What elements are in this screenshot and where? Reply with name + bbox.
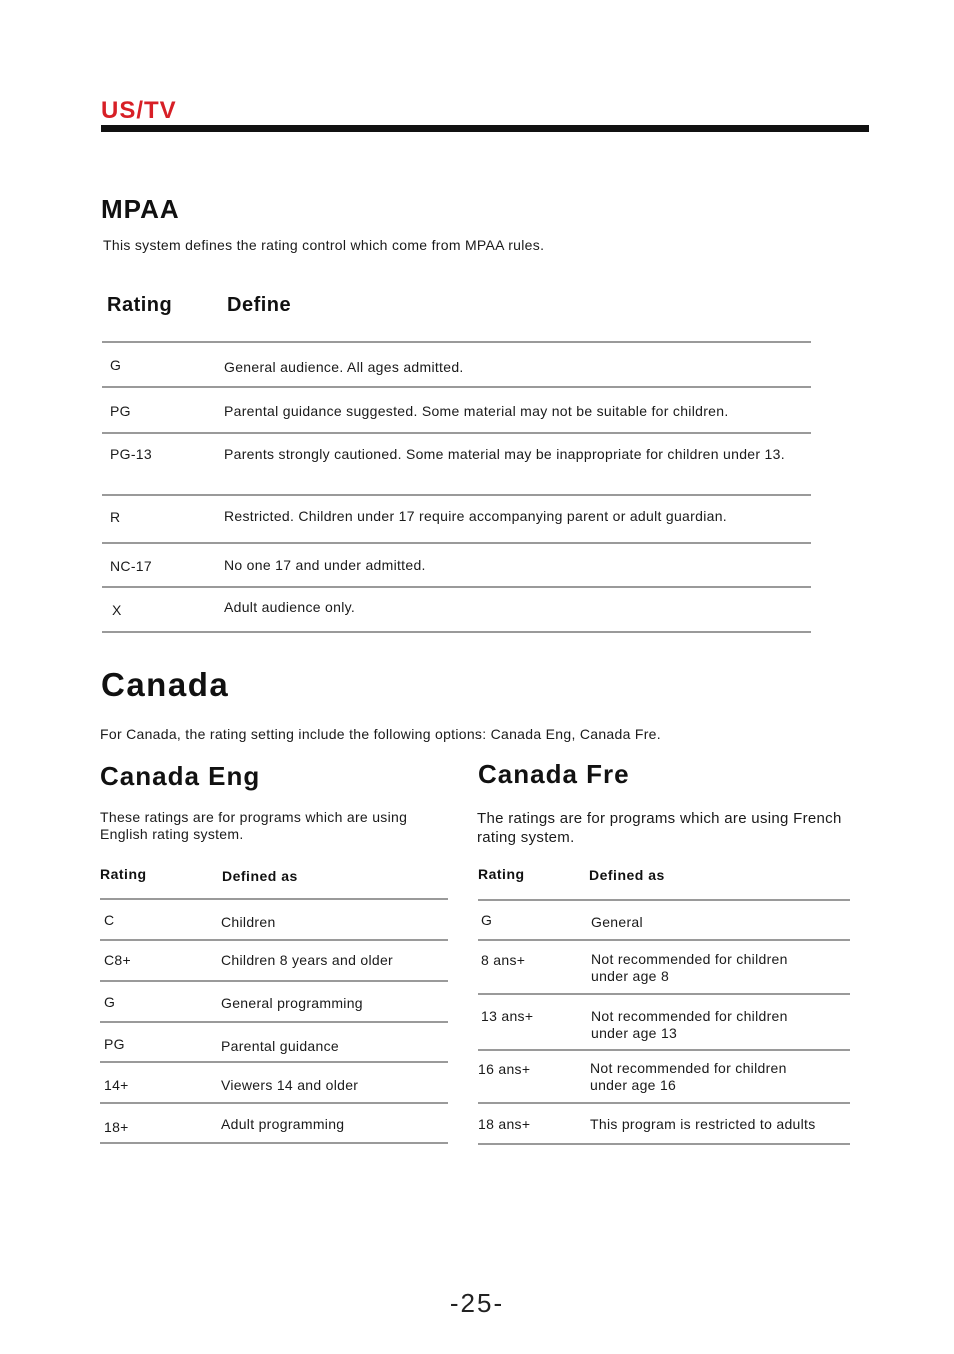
- canada-eng-rating-cell: C: [104, 912, 115, 928]
- section-header-title: US/TV: [101, 97, 177, 124]
- table-rule: [478, 1143, 850, 1145]
- canada-eng-define-cell: Parental guidance: [221, 1038, 339, 1054]
- mpaa-define-cell: Adult audience only.: [224, 599, 356, 615]
- table-rule: [102, 341, 811, 343]
- mpaa-rating-cell: R: [110, 509, 121, 525]
- table-rule: [102, 631, 811, 633]
- canada-fre-rating-cell: G: [481, 912, 493, 928]
- table-rule: [102, 386, 811, 388]
- table-rule: [100, 1142, 448, 1144]
- table-rule: [100, 1102, 448, 1104]
- table-rule: [100, 1061, 448, 1063]
- table-rule: [102, 542, 811, 544]
- table-rule: [478, 993, 850, 995]
- canada-eng-define-cell: Children 8 years and older: [221, 952, 394, 968]
- canada-eng-define-cell: Viewers 14 and older: [221, 1077, 359, 1093]
- canada-fre-col-rating: Rating: [478, 866, 525, 882]
- header-rule: [101, 125, 869, 132]
- canada-eng-col-define: Defined as: [222, 868, 298, 884]
- mpaa-description: This system defines the rating control which come from MPAA rules.: [103, 237, 545, 253]
- table-rule: [478, 939, 850, 941]
- mpaa-col-define: Define: [227, 294, 292, 316]
- canada-eng-rating-cell: 14+: [104, 1077, 129, 1093]
- table-rule: [100, 980, 448, 982]
- table-rule: [102, 432, 811, 434]
- canada-fre-col-define: Defined as: [589, 867, 665, 883]
- page-number: -25-: [449, 1288, 505, 1318]
- canada-eng-rating-cell: 18+: [104, 1119, 129, 1135]
- canada-fre-title: Canada Fre: [478, 759, 630, 789]
- canada-description: For Canada, the rating setting include the following options: Canada Eng, Canada Fre.: [100, 726, 661, 742]
- canada-title: Canada: [101, 666, 230, 703]
- canada-fre-define-cell: General: [591, 914, 643, 930]
- mpaa-define-cell: General audience. All ages admitted.: [224, 359, 464, 375]
- mpaa-define-cell: No one 17 and under admitted.: [224, 557, 426, 573]
- canada-eng-define-cell: Children: [221, 914, 276, 930]
- canada-fre-define-cell: Not recommended for children under age 8: [591, 951, 788, 984]
- canada-eng-col-rating: Rating: [100, 866, 147, 882]
- table-rule: [102, 586, 811, 588]
- canada-fre-rating-cell: 13 ans+: [481, 1008, 534, 1024]
- canada-eng-define-cell: Adult programming: [221, 1116, 345, 1132]
- canada-fre-rating-cell: 8 ans+: [481, 952, 526, 968]
- mpaa-define-cell: Parental guidance suggested. Some material may not be suitable for children.: [224, 403, 729, 419]
- table-rule: [102, 494, 811, 496]
- table-rule: [478, 1102, 850, 1104]
- mpaa-rating-cell: PG-13: [110, 446, 152, 462]
- mpaa-col-rating: Rating: [107, 294, 173, 316]
- canada-eng-description: These ratings are for programs which are using English rating system.: [100, 809, 408, 842]
- canada-eng-rating-cell: PG: [104, 1036, 125, 1052]
- canada-fre-description: The ratings are for programs which are using French rating system.: [477, 810, 842, 846]
- canada-fre-define-cell: Not recommended for children under age 16: [590, 1060, 787, 1093]
- mpaa-rating-cell: X: [112, 602, 122, 618]
- canada-fre-define-cell: This program is restricted to adults: [590, 1116, 816, 1132]
- mpaa-title: MPAA: [101, 194, 180, 224]
- canada-eng-title: Canada Eng: [100, 761, 261, 791]
- table-rule: [100, 898, 448, 900]
- canada-eng-rating-cell: C8+: [104, 952, 131, 968]
- table-rule: [478, 1049, 850, 1051]
- canada-eng-rating-cell: G: [104, 994, 116, 1010]
- mpaa-rating-cell: NC-17: [110, 558, 152, 574]
- canada-fre-define-cell: Not recommended for children under age 13: [591, 1008, 788, 1041]
- table-rule: [100, 1021, 448, 1023]
- mpaa-define-cell: Restricted. Children under 17 require accompanying parent or adult guardian.: [224, 508, 727, 524]
- table-rule: [100, 939, 448, 941]
- canada-fre-rating-cell: 16 ans+: [478, 1061, 531, 1077]
- mpaa-define-cell: Parents strongly cautioned. Some material may be inappropriate for children under 13.: [224, 446, 785, 462]
- canada-eng-define-cell: General programming: [221, 995, 363, 1011]
- table-rule: [478, 899, 850, 901]
- mpaa-rating-cell: PG: [110, 403, 131, 419]
- mpaa-rating-cell: G: [110, 357, 122, 373]
- canada-fre-rating-cell: 18 ans+: [478, 1116, 531, 1132]
